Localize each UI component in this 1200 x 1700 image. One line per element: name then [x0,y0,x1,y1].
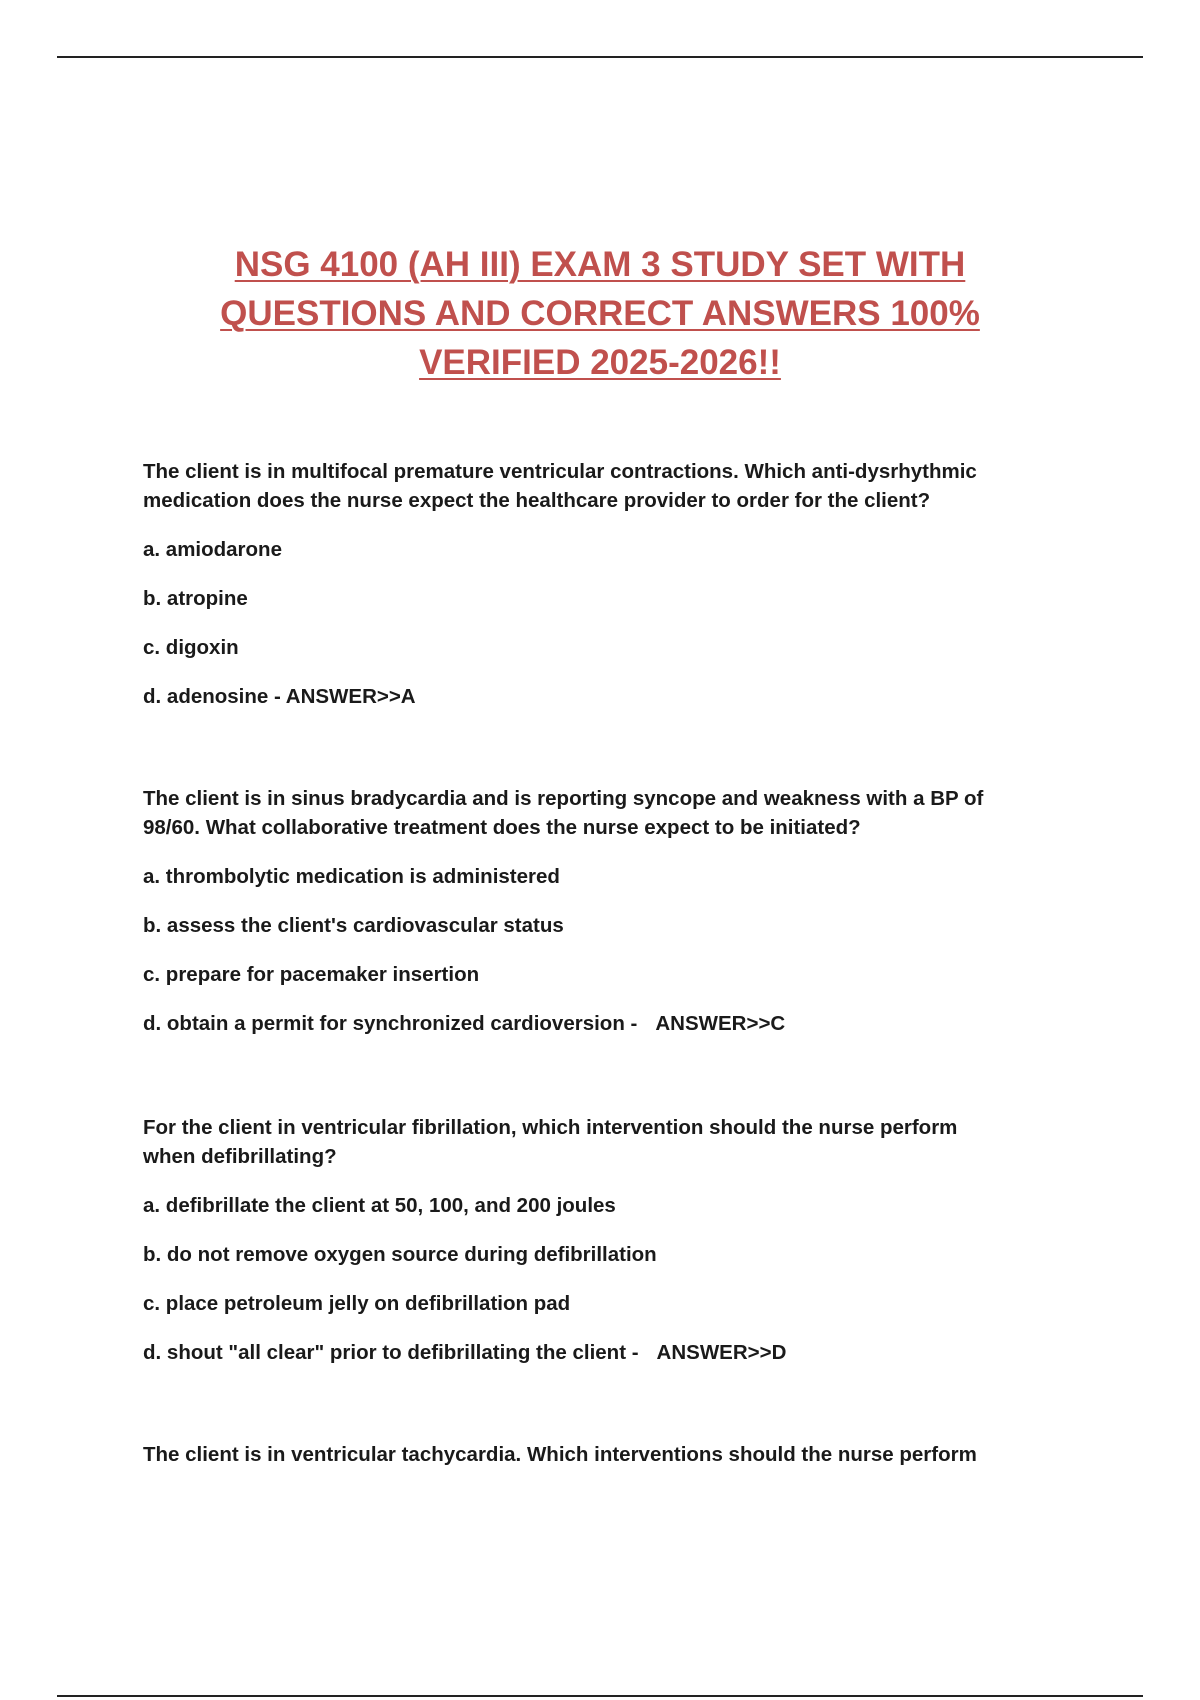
stem-line: The client is in multifocal premature ventricular contractions. Which anti-dysrhythmic [143,460,977,483]
question-4 [143,1440,1093,1469]
answer-option: c. digoxin [143,636,239,659]
answer-option: a. defibrillate the client at 50, 100, and 200 joules [143,1194,616,1217]
answer-option: a. thrombolytic medication is administered [143,865,560,888]
question-stem [143,1113,1093,1171]
answer-option: a. amiodarone [143,538,282,561]
answer-option [143,1010,1093,1038]
answer-option: b. atropine [143,587,248,610]
answer-option: b. assess the client's cardiovascular status [143,914,564,937]
question-1 [143,457,1093,711]
title-line: NSG 4100 (AH III) EXAM 3 STUDY SET WITH [234,245,966,284]
answer-option: d. adenosine - ANSWER>>A [143,685,416,708]
stem-line: The client is in ventricular tachycardia. Which interventions should the nurse perform [143,1443,977,1466]
answer-option: c. place petroleum jelly on defibrillation pad [143,1292,571,1315]
question-stem [143,784,1093,842]
answer-option [143,1339,1093,1367]
stem-line: when defibrillating? [143,1145,337,1168]
question-stem [143,457,1093,515]
answer-key: ANSWER>>C [655,1012,786,1035]
answer-key: ANSWER>>D [656,1341,787,1364]
stem-line: The client is in sinus bradycardia and is reporting syncope and weakness with a BP of [143,787,984,810]
stem-line: 98/60. What collaborative treatment does the nurse expect to be initiated? [143,816,861,839]
stem-line: medication does the nurse expect the healthcare provider to order for the client? [143,489,931,512]
question-stem [143,1440,1093,1469]
question-3 [143,1113,1093,1367]
option-text: d. obtain a permit for synchronized cardioversion - [143,1012,638,1035]
title-line: VERIFIED 2025-2026!! [419,343,781,382]
answer-option: c. prepare for pacemaker insertion [143,963,480,986]
stem-line: For the client in ventricular fibrillation, which intervention should the nurse perform [143,1116,958,1139]
option-text: d. shout "all clear" prior to defibrillating the client - [143,1341,639,1364]
top-rule [57,56,1143,58]
answer-option: b. do not remove oxygen source during defibrillation [143,1243,657,1266]
document-title [100,240,1100,387]
question-2 [143,784,1093,1038]
bottom-rule [57,1695,1143,1697]
title-line: QUESTIONS AND CORRECT ANSWERS 100% [220,294,980,333]
